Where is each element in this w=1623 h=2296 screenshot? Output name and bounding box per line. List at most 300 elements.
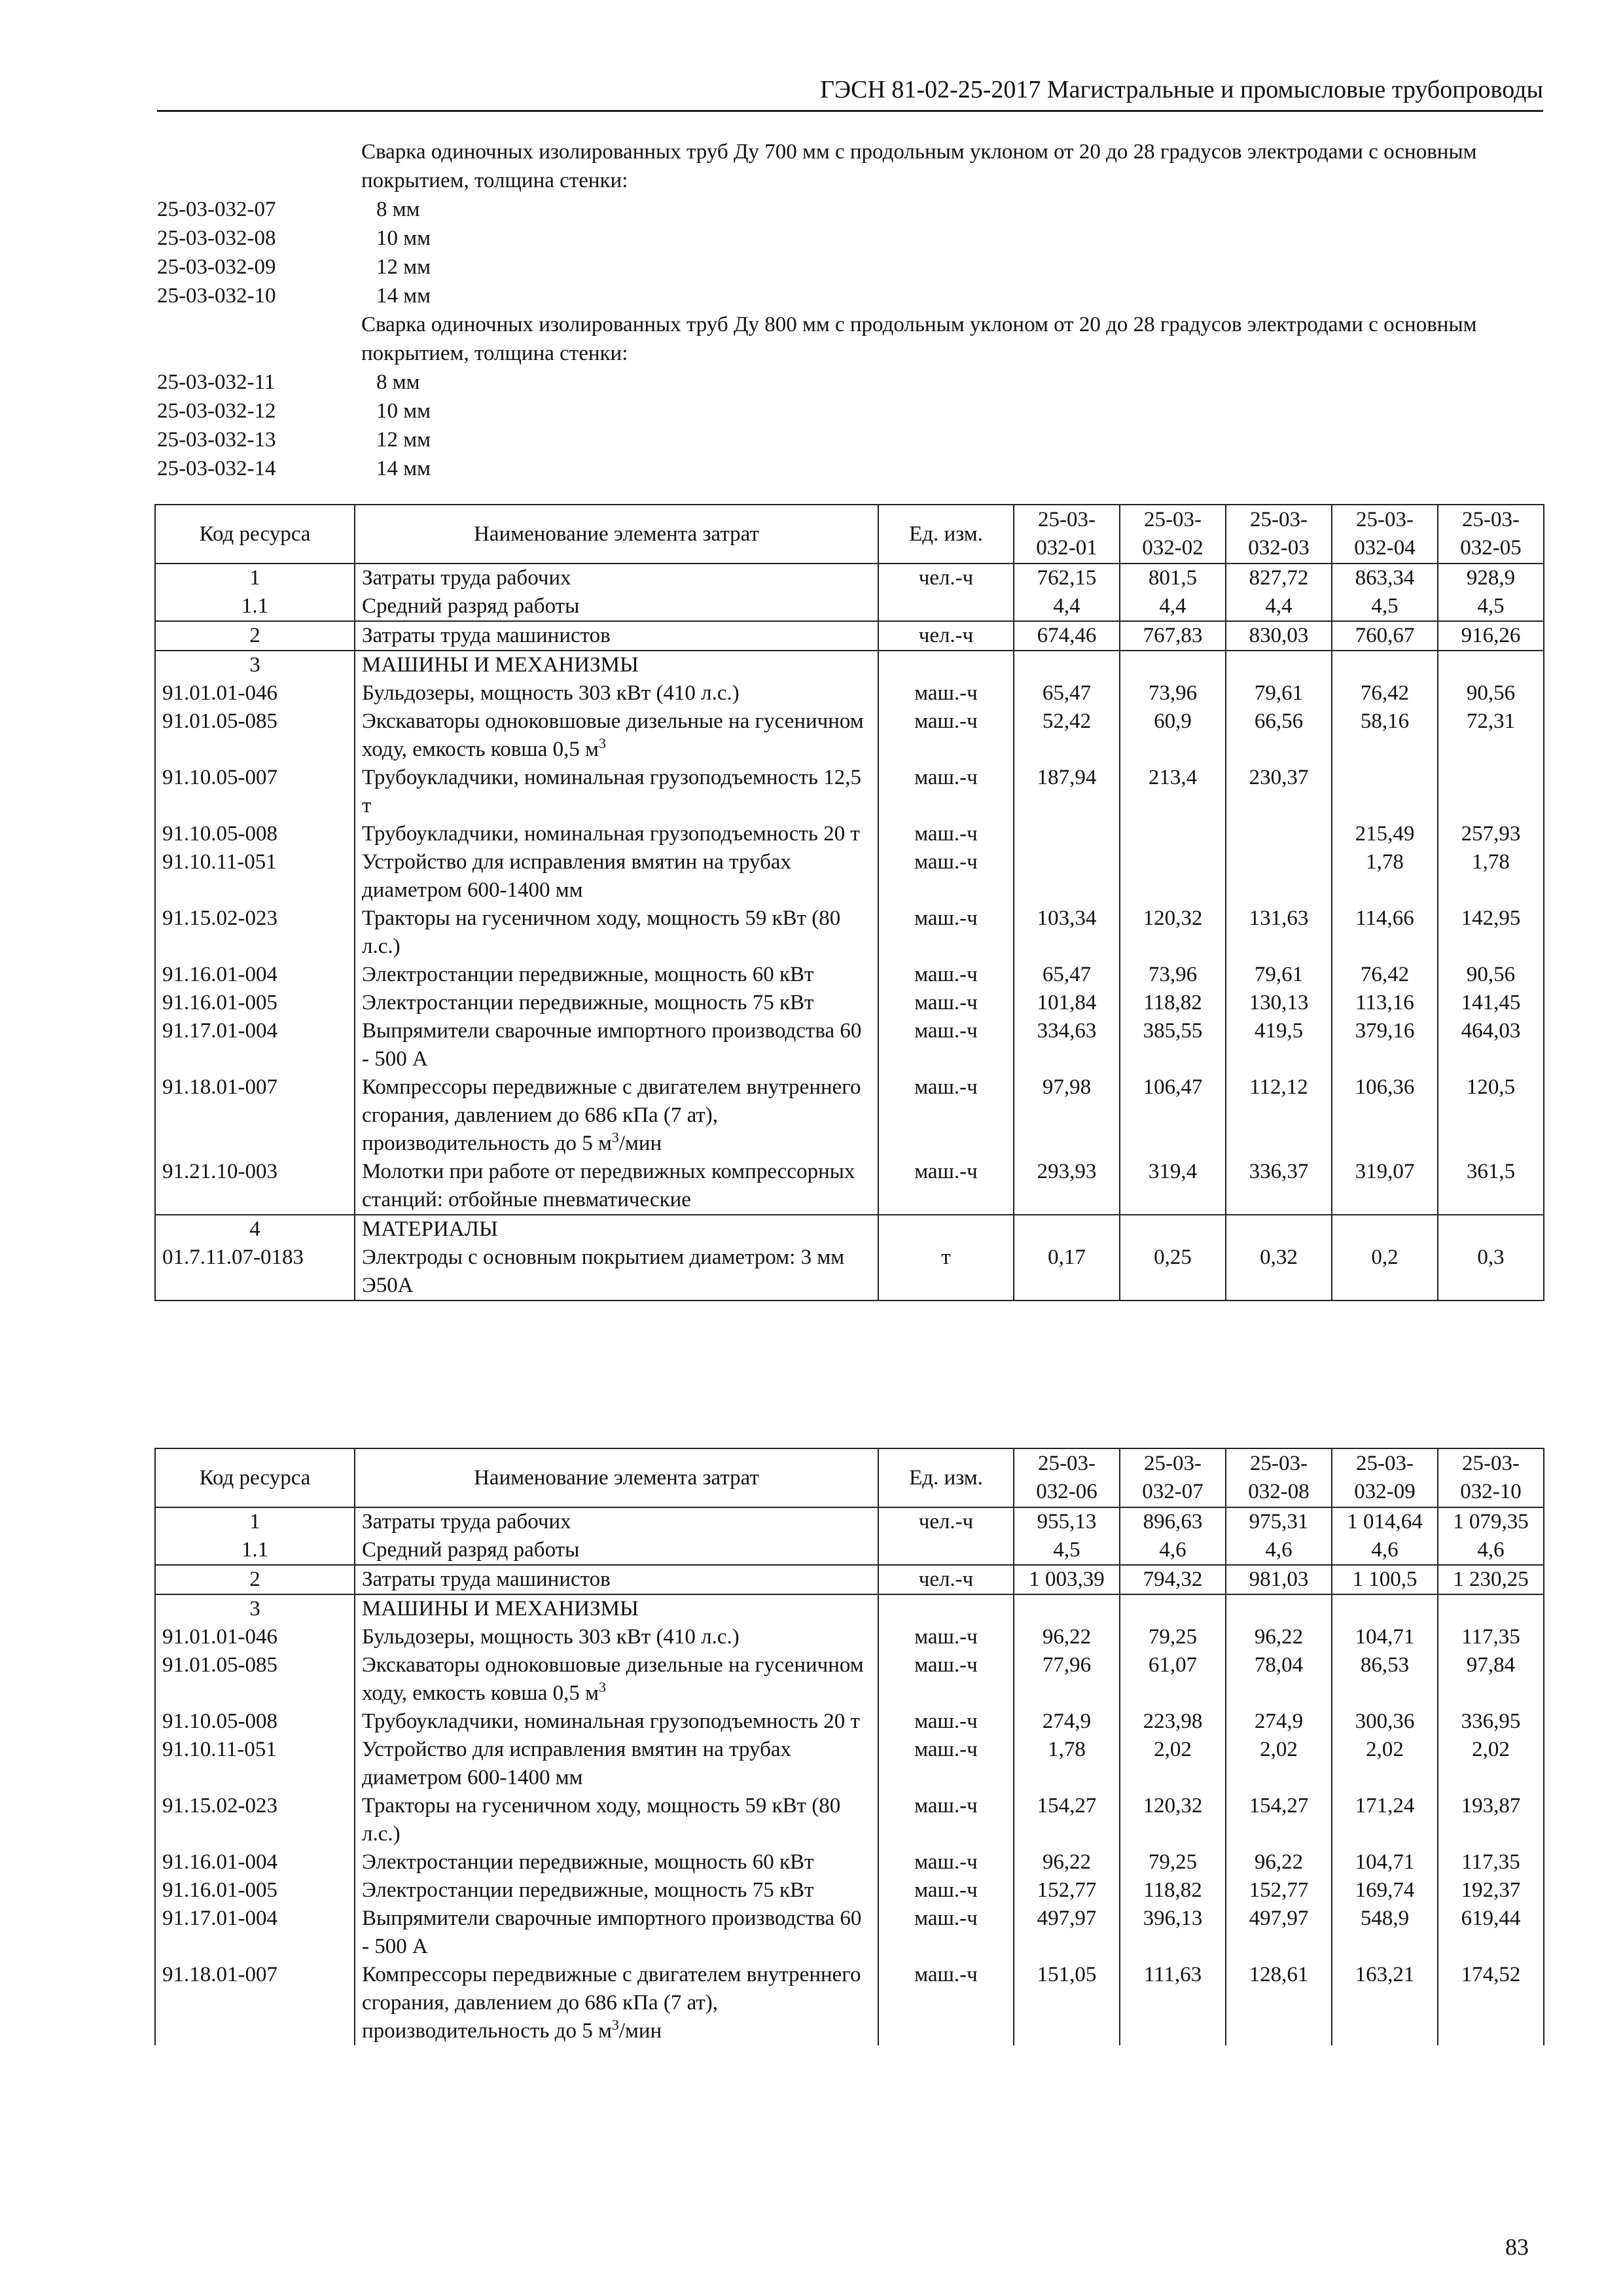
resource-code: 91.17.01-004	[155, 1017, 355, 1073]
norm-value: 142,95	[1438, 905, 1544, 961]
table-row	[155, 1017, 1544, 1073]
table-row	[155, 1736, 1544, 1792]
norm-value: 213,4	[1120, 764, 1226, 820]
resource-code: 91.16.01-005	[155, 989, 355, 1017]
norm-value: 0,17	[1014, 1244, 1120, 1300]
norm-value	[1438, 1594, 1544, 1623]
norm-value: 0,2	[1332, 1244, 1438, 1300]
norm-value: 90,56	[1438, 679, 1544, 708]
norm-value: 76,42	[1332, 679, 1438, 708]
norm-value: 72,31	[1438, 708, 1544, 764]
unit: маш.-ч	[878, 989, 1014, 1017]
norm-value	[1014, 651, 1120, 679]
norm-value: 419,5	[1226, 1017, 1332, 1073]
norm-value: 300,36	[1332, 1708, 1438, 1736]
table-row	[155, 820, 1544, 848]
norm-value: 120,5	[1438, 1073, 1544, 1158]
intro-code: 25-03-032-08	[157, 226, 276, 250]
norm-value: 0,32	[1226, 1244, 1332, 1300]
cost-element-name: Компрессоры передвижные с двигателем внутреннего сгорания, давлением до 686 кПа (7 ат), производительность до 5 $м^3$/мин	[355, 1073, 878, 1158]
col-header-name: Наименование элемента затрат	[355, 505, 878, 564]
resource-code: 91.10.05-008	[155, 820, 355, 848]
norm-value: 154,27	[1014, 1792, 1120, 1848]
unit: чел.-ч	[878, 1507, 1014, 1536]
norm-value: 464,03	[1438, 1017, 1544, 1073]
norm-value: 928,9	[1438, 564, 1544, 592]
norm-value: 361,5	[1438, 1158, 1544, 1215]
cost-element-name: МАШИНЫ И МЕХАНИЗМЫ	[355, 651, 878, 679]
intro-row	[157, 425, 1543, 454]
resource-code: 3	[155, 651, 355, 679]
table-row	[155, 1848, 1544, 1876]
unit: маш.-ч	[878, 1158, 1014, 1215]
norm-value: 141,45	[1438, 989, 1544, 1017]
resource-code: 91.10.11-051	[155, 1736, 355, 1792]
cost-element-name: Бульдозеры, мощность 303 кВт (410 л.с.)	[355, 1623, 878, 1651]
norm-value	[1120, 848, 1226, 905]
cost-element-name: Электростанции передвижные, мощность 75 кВт	[355, 1876, 878, 1905]
cost-element-name: Средний разряд работы	[355, 592, 878, 621]
col-header-unit: Ед. изм.	[878, 505, 1014, 564]
table-row	[155, 1073, 1544, 1158]
intro-code: 25-03-032-10	[157, 284, 276, 308]
cost-element-name: Экскаваторы одноковшовые дизельные на гусеничном ходу, емкость ковша 0,5 $м^3$	[355, 1651, 878, 1708]
table-row	[155, 564, 1544, 592]
cost-element-name: Электростанции передвижные, мощность 60 кВт	[355, 1848, 878, 1876]
norm-value: 4,6	[1120, 1536, 1226, 1565]
page-number: 83	[1505, 2234, 1529, 2260]
norm-value: 336,95	[1438, 1708, 1544, 1736]
norm-value: 169,74	[1332, 1876, 1438, 1905]
norm-value	[1226, 1215, 1332, 1244]
cost-element-name: МАТЕРИАЛЫ	[355, 1215, 878, 1244]
table-row	[155, 764, 1544, 820]
col-header-norm: 25-03- 032-09	[1332, 1448, 1438, 1507]
intro-section	[157, 137, 1543, 483]
norm-value: 1 014,64	[1332, 1507, 1438, 1536]
col-header-norm: 25-03- 032-05	[1438, 505, 1544, 564]
col-header-unit: Ед. изм.	[878, 1448, 1014, 1507]
norm-value: 106,47	[1120, 1073, 1226, 1158]
norm-value	[1438, 764, 1544, 820]
norm-value: 497,97	[1226, 1905, 1332, 1961]
norm-value: 293,93	[1014, 1158, 1120, 1215]
norm-value	[1332, 1215, 1438, 1244]
resource-code: 1	[155, 1507, 355, 1536]
norm-value: 171,24	[1332, 1792, 1438, 1848]
norm-value: 193,87	[1438, 1792, 1544, 1848]
norm-value	[1438, 651, 1544, 679]
table-row	[155, 1158, 1544, 1215]
col-header-norm: 25-03- 032-06	[1014, 1448, 1120, 1507]
norm-value: 223,98	[1120, 1708, 1226, 1736]
norm-value: 96,22	[1226, 1848, 1332, 1876]
norm-value: 801,5	[1120, 564, 1226, 592]
norm-value: 2,02	[1226, 1736, 1332, 1792]
norm-value	[1226, 820, 1332, 848]
cost-element-name: Устройство для исправления вмятин на трубах диаметром 600-1400 мм	[355, 1736, 878, 1792]
norm-value	[1014, 848, 1120, 905]
resource-code: 91.17.01-004	[155, 1905, 355, 1961]
col-header-norm: 25-03- 032-08	[1226, 1448, 1332, 1507]
norm-value: 548,9	[1332, 1905, 1438, 1961]
norm-value: 4,6	[1226, 1536, 1332, 1565]
col-header-norm: 25-03- 032-02	[1120, 505, 1226, 564]
resource-code: 01.7.11.07-0183	[155, 1244, 355, 1300]
resource-code: 91.01.01-046	[155, 1623, 355, 1651]
col-header-norm: 25-03- 032-10	[1438, 1448, 1544, 1507]
norm-value	[1120, 820, 1226, 848]
norm-value: 497,97	[1014, 1905, 1120, 1961]
norm-value: 192,37	[1438, 1876, 1544, 1905]
norm-value: 120,32	[1120, 905, 1226, 961]
norm-value: 187,94	[1014, 764, 1120, 820]
norm-value: 79,61	[1226, 679, 1332, 708]
norm-value: 1,78	[1438, 848, 1544, 905]
intro-description: Сварка одиночных изолированных труб Ду 700 мм с продольным уклоном от 20 до 28 градусов электродами с основным покрытием, толщина стенки:	[361, 140, 1477, 192]
norm-value: 79,25	[1120, 1848, 1226, 1876]
norm-value: 58,16	[1332, 708, 1438, 764]
resource-code: 91.16.01-005	[155, 1876, 355, 1905]
intro-value: 14 мм	[376, 284, 431, 308]
norm-value: 0,25	[1120, 1244, 1226, 1300]
norm-value: 794,32	[1120, 1565, 1226, 1594]
norm-value: 230,37	[1226, 764, 1332, 820]
norm-value	[1332, 764, 1438, 820]
norm-value: 96,22	[1226, 1623, 1332, 1651]
table-row	[155, 1565, 1544, 1594]
norm-value	[1120, 651, 1226, 679]
norm-value: 955,13	[1014, 1507, 1120, 1536]
norm-value: 118,82	[1120, 1876, 1226, 1905]
norm-value: 97,98	[1014, 1073, 1120, 1158]
norm-value: 4,5	[1332, 592, 1438, 621]
resource-code: 91.01.05-085	[155, 708, 355, 764]
col-header-norm: 25-03- 032-03	[1226, 505, 1332, 564]
resource-code: 91.01.01-046	[155, 679, 355, 708]
unit: маш.-ч	[878, 1073, 1014, 1158]
norm-value: 79,61	[1226, 961, 1332, 989]
norm-value: 4,5	[1014, 1536, 1120, 1565]
table-row	[155, 1594, 1544, 1623]
norm-value: 981,03	[1226, 1565, 1332, 1594]
norm-value: 334,63	[1014, 1017, 1120, 1073]
cost-element-name: Тракторы на гусеничном ходу, мощность 59 кВт (80 л.с.)	[355, 905, 878, 961]
norm-value: 215,49	[1332, 820, 1438, 848]
norm-value: 1 003,39	[1014, 1565, 1120, 1594]
unit: маш.-ч	[878, 679, 1014, 708]
norm-value	[1438, 1215, 1544, 1244]
norm-value: 128,61	[1226, 1961, 1332, 2045]
norm-value: 319,07	[1332, 1158, 1438, 1215]
cost-element-name: Экскаваторы одноковшовые дизельные на гусеничном ходу, емкость ковша 0,5 $м^3$	[355, 708, 878, 764]
table-row	[155, 1708, 1544, 1736]
cost-element-name: МАШИНЫ И МЕХАНИЗМЫ	[355, 1594, 878, 1623]
norm-value: 674,46	[1014, 621, 1120, 651]
norm-value: 4,4	[1120, 592, 1226, 621]
table-row	[155, 592, 1544, 621]
intro-value: 8 мм	[376, 198, 420, 221]
norm-value: 336,37	[1226, 1158, 1332, 1215]
table-row	[155, 1215, 1544, 1244]
norm-value: 104,71	[1332, 1623, 1438, 1651]
norm-value: 762,15	[1014, 564, 1120, 592]
table-row	[155, 1623, 1544, 1651]
norm-value	[1014, 1594, 1120, 1623]
norm-value: 830,03	[1226, 621, 1332, 651]
norm-value: 60,9	[1120, 708, 1226, 764]
norm-value: 77,96	[1014, 1651, 1120, 1708]
cost-element-name: Бульдозеры, мощность 303 кВт (410 л.с.)	[355, 679, 878, 708]
norm-value: 152,77	[1014, 1876, 1120, 1905]
norm-value	[1226, 848, 1332, 905]
unit: маш.-ч	[878, 1876, 1014, 1905]
norm-value: 61,07	[1120, 1651, 1226, 1708]
norm-value: 1 079,35	[1438, 1507, 1544, 1536]
intro-code: 25-03-032-11	[157, 370, 276, 394]
norm-value: 4,5	[1438, 592, 1544, 621]
intro-row	[157, 454, 1543, 483]
page-header: ГЭСН 81-02-25-2017 Магистральные и промысловые трубопроводы	[157, 73, 1543, 112]
cost-element-name: Устройство для исправления вмятин на трубах диаметром 600-1400 мм	[355, 848, 878, 905]
resource-code: 3	[155, 1594, 355, 1623]
resource-code: 91.10.05-008	[155, 1708, 355, 1736]
norm-value: 104,71	[1332, 1848, 1438, 1876]
cost-element-name: Электроды с основным покрытием диаметром: 3 мм Э50А	[355, 1244, 878, 1300]
norm-value: 274,9	[1226, 1708, 1332, 1736]
table-row	[155, 679, 1544, 708]
col-header-norm: 25-03- 032-07	[1120, 1448, 1226, 1507]
resource-code: 91.15.02-023	[155, 905, 355, 961]
norm-value: 130,13	[1226, 989, 1332, 1017]
norm-value: 78,04	[1226, 1651, 1332, 1708]
resource-code: 2	[155, 1565, 355, 1594]
norm-value: 73,96	[1120, 679, 1226, 708]
unit: маш.-ч	[878, 708, 1014, 764]
norm-value: 2,02	[1120, 1736, 1226, 1792]
col-header-norm: 25-03- 032-04	[1332, 505, 1438, 564]
resource-code: 2	[155, 621, 355, 651]
norm-value: 1 230,25	[1438, 1565, 1544, 1594]
cost-element-name: Выпрямители сварочные импортного производства 60 - 500 А	[355, 1905, 878, 1961]
norm-value: 151,05	[1014, 1961, 1120, 2045]
cost-element-name: Затраты труда рабочих	[355, 564, 878, 592]
cost-element-name: Средний разряд работы	[355, 1536, 878, 1565]
unit: маш.-ч	[878, 1848, 1014, 1876]
norm-value: 1,78	[1014, 1736, 1120, 1792]
norm-value: 76,42	[1332, 961, 1438, 989]
unit: маш.-ч	[878, 820, 1014, 848]
col-header-code: Код ресурса	[155, 505, 355, 564]
norm-value: 86,53	[1332, 1651, 1438, 1708]
table-row	[155, 989, 1544, 1017]
table-header-row	[155, 1448, 1544, 1507]
unit: маш.-ч	[878, 1736, 1014, 1792]
intro-value: 14 мм	[376, 457, 431, 480]
unit: маш.-ч	[878, 1623, 1014, 1651]
norm-value: 396,13	[1120, 1905, 1226, 1961]
norm-value: 154,27	[1226, 1792, 1332, 1848]
table-row	[155, 848, 1544, 905]
intro-row	[157, 368, 1543, 397]
norm-value: 975,31	[1226, 1507, 1332, 1536]
norm-value: 379,16	[1332, 1017, 1438, 1073]
resource-code: 91.01.05-085	[155, 1651, 355, 1708]
norm-value: 4,4	[1226, 592, 1332, 621]
cost-element-name: Компрессоры передвижные с двигателем внутреннего сгорания, давлением до 686 кПа (7 ат), производительность до 5 $м^3$/мин	[355, 1961, 878, 2045]
norm-value: 120,32	[1120, 1792, 1226, 1848]
table-row	[155, 961, 1544, 989]
resource-code: 91.21.10-003	[155, 1158, 355, 1215]
cost-element-name: Выпрямители сварочные импортного производства 60 - 500 А	[355, 1017, 878, 1073]
norm-value: 767,83	[1120, 621, 1226, 651]
unit: маш.-ч	[878, 1792, 1014, 1848]
cost-element-name: Трубоукладчики, номинальная грузоподъемность 20 т	[355, 820, 878, 848]
unit	[878, 651, 1014, 679]
norm-value: 79,25	[1120, 1623, 1226, 1651]
norm-table-1	[154, 504, 1544, 1301]
intro-row	[157, 397, 1543, 425]
norm-table-2	[154, 1448, 1544, 2045]
table-row	[155, 1792, 1544, 1848]
norm-value	[1226, 651, 1332, 679]
norm-value: 2,02	[1438, 1736, 1544, 1792]
norm-value: 113,16	[1332, 989, 1438, 1017]
norm-value: 118,82	[1120, 989, 1226, 1017]
norm-value: 117,35	[1438, 1623, 1544, 1651]
intro-description: Сварка одиночных изолированных труб Ду 800 мм с продольным уклоном от 20 до 28 градусов электродами с основным покрытием, толщина стенки:	[361, 313, 1477, 365]
cost-element-name: Затраты труда машинистов	[355, 1565, 878, 1594]
intro-value: 10 мм	[376, 226, 431, 250]
cost-element-name: Молотки при работе от передвижных компрессорных станций: отбойные пневматические	[355, 1158, 878, 1215]
norm-value: 152,77	[1226, 1876, 1332, 1905]
table-row	[155, 1507, 1544, 1536]
cost-element-name: Электростанции передвижные, мощность 75 кВт	[355, 989, 878, 1017]
resource-code: 91.16.01-004	[155, 961, 355, 989]
norm-value: 65,47	[1014, 679, 1120, 708]
norm-value: 65,47	[1014, 961, 1120, 989]
unit: чел.-ч	[878, 1565, 1014, 1594]
table-row	[155, 708, 1544, 764]
cost-element-name: Затраты труда машинистов	[355, 621, 878, 651]
resource-code: 91.16.01-004	[155, 1848, 355, 1876]
norm-value: 90,56	[1438, 961, 1544, 989]
norm-value: 4,6	[1332, 1536, 1438, 1565]
norm-value: 1,78	[1332, 848, 1438, 905]
norm-value: 2,02	[1332, 1736, 1438, 1792]
norm-value: 117,35	[1438, 1848, 1544, 1876]
norm-value	[1120, 1594, 1226, 1623]
norm-value	[1226, 1594, 1332, 1623]
resource-code: 91.10.11-051	[155, 848, 355, 905]
intro-value: 12 мм	[376, 255, 431, 279]
norm-value: 111,63	[1120, 1961, 1226, 2045]
norm-value: 112,12	[1226, 1073, 1332, 1158]
cost-element-name: Электростанции передвижные, мощность 60 кВт	[355, 961, 878, 989]
norm-value: 319,4	[1120, 1158, 1226, 1215]
norm-value: 257,93	[1438, 820, 1544, 848]
intro-row	[157, 224, 1543, 253]
table-row	[155, 1536, 1544, 1565]
norm-value: 106,36	[1332, 1073, 1438, 1158]
table-row	[155, 621, 1544, 651]
norm-value: 274,9	[1014, 1708, 1120, 1736]
unit: чел.-ч	[878, 621, 1014, 651]
norm-value: 97,84	[1438, 1651, 1544, 1708]
table-row	[155, 1244, 1544, 1300]
intro-value: 12 мм	[376, 428, 431, 452]
unit: маш.-ч	[878, 905, 1014, 961]
norm-value: 103,34	[1014, 905, 1120, 961]
col-header-norm: 25-03- 032-01	[1014, 505, 1120, 564]
resource-code: 1.1	[155, 1536, 355, 1565]
intro-value: 8 мм	[376, 370, 420, 394]
unit: маш.-ч	[878, 848, 1014, 905]
norm-value: 73,96	[1120, 961, 1226, 989]
cost-element-name: Трубоукладчики, номинальная грузоподъемность 12,5 т	[355, 764, 878, 820]
norm-value: 827,72	[1226, 564, 1332, 592]
intro-code: 25-03-032-14	[157, 457, 276, 480]
resource-code: 91.18.01-007	[155, 1961, 355, 2045]
norm-value: 385,55	[1120, 1017, 1226, 1073]
resource-code: 1	[155, 564, 355, 592]
cost-element-name: Трубоукладчики, номинальная грузоподъемность 20 т	[355, 1708, 878, 1736]
resource-code: 4	[155, 1215, 355, 1244]
norm-value: 0,3	[1438, 1244, 1544, 1300]
intro-value: 10 мм	[376, 399, 431, 423]
norm-value: 52,42	[1014, 708, 1120, 764]
norm-value	[1120, 1215, 1226, 1244]
norm-value: 174,52	[1438, 1961, 1544, 2045]
norm-value: 114,66	[1332, 905, 1438, 961]
intro-code: 25-03-032-07	[157, 198, 276, 221]
norm-value: 619,44	[1438, 1905, 1544, 1961]
intro-code: 25-03-032-12	[157, 399, 276, 423]
intro-group	[157, 137, 1543, 310]
unit: маш.-ч	[878, 1017, 1014, 1073]
cost-element-name: Затраты труда рабочих	[355, 1507, 878, 1536]
intro-row	[157, 281, 1543, 310]
unit: маш.-ч	[878, 1708, 1014, 1736]
norm-value: 96,22	[1014, 1623, 1120, 1651]
resource-code: 91.18.01-007	[155, 1073, 355, 1158]
table-row	[155, 651, 1544, 679]
norm-value: 131,63	[1226, 905, 1332, 961]
intro-row	[157, 253, 1543, 281]
table-row	[155, 1651, 1544, 1708]
norm-value: 4,4	[1014, 592, 1120, 621]
norm-value: 101,84	[1014, 989, 1120, 1017]
norm-value: 863,34	[1332, 564, 1438, 592]
norm-value: 66,56	[1226, 708, 1332, 764]
norm-value: 96,22	[1014, 1848, 1120, 1876]
norm-value: 1 100,5	[1332, 1565, 1438, 1594]
unit	[878, 1215, 1014, 1244]
resource-code: 91.10.05-007	[155, 764, 355, 820]
table-row	[155, 1961, 1544, 2045]
cost-element-name: Тракторы на гусеничном ходу, мощность 59 кВт (80 л.с.)	[355, 1792, 878, 1848]
unit: маш.-ч	[878, 1961, 1014, 2045]
norm-value	[1014, 820, 1120, 848]
intro-code: 25-03-032-13	[157, 428, 276, 452]
unit	[878, 1536, 1014, 1565]
table-row	[155, 905, 1544, 961]
norm-value: 896,63	[1120, 1507, 1226, 1536]
unit: маш.-ч	[878, 1905, 1014, 1961]
norm-value	[1332, 1594, 1438, 1623]
unit: чел.-ч	[878, 564, 1014, 592]
unit	[878, 1594, 1014, 1623]
